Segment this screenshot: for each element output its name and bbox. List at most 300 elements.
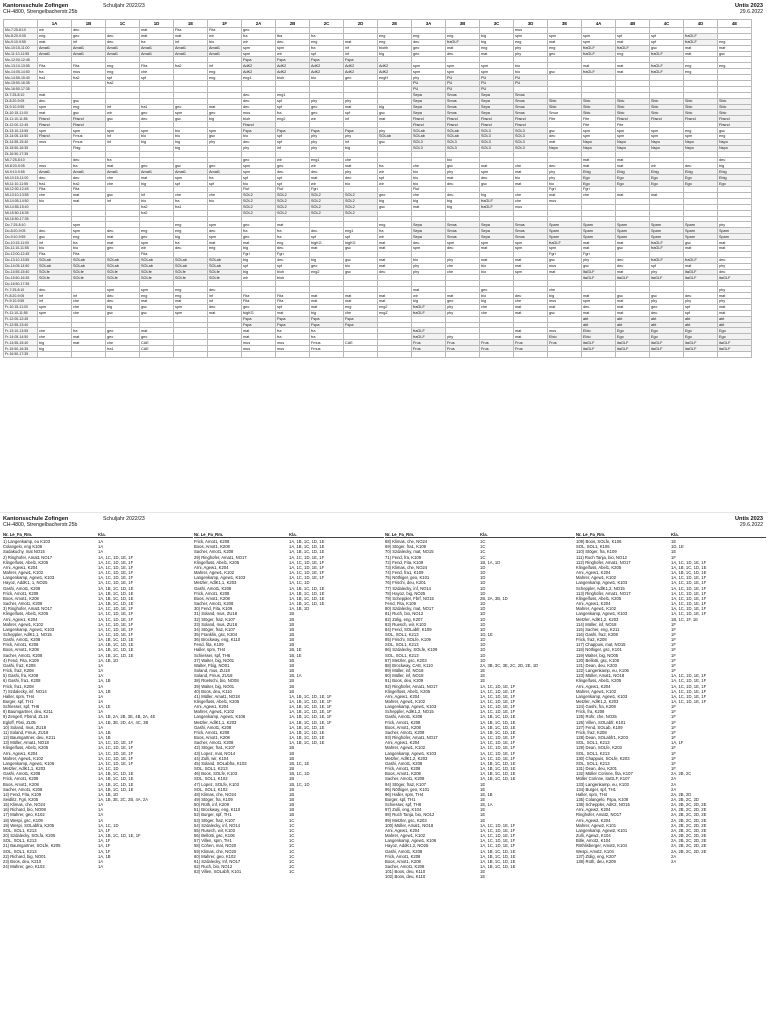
list-item-classes: 1A, 1F	[98, 843, 111, 849]
lesson-cell: Fbsnd	[38, 134, 72, 140]
list-item-classes: 1A, 1B, 1C, 1D, 1E	[480, 864, 516, 869]
lesson-cell: fra	[208, 175, 242, 181]
time-slot: Mo-9:10-9:55	[4, 39, 38, 45]
lesson-cell: deu	[548, 163, 582, 169]
lesson-cell: wir	[378, 169, 412, 175]
list-item-lesson: 45) Soland, SOLabfra, K103	[194, 760, 247, 766]
lesson-cell: deu	[208, 304, 242, 310]
lesson-cell: biohh	[378, 45, 412, 51]
list-item-classes: 1C	[480, 549, 486, 555]
class-header: 4D	[684, 20, 718, 28]
lesson-cell: SOLfe	[208, 275, 242, 281]
list-item-classes: 1D	[480, 647, 486, 653]
lesson-cell: SOL2	[310, 204, 344, 210]
lesson-cell: deu	[38, 175, 72, 181]
lesson-cell: bigKG	[242, 310, 276, 316]
lesson-cell: bio	[38, 245, 72, 251]
lesson-cell: spm	[72, 228, 106, 234]
lesson-cell: Sbic	[582, 104, 616, 110]
list-item-lesson: 118) Nöthiger, gsc, K101	[576, 647, 622, 653]
list-item-classes: 1A, 1B, 1C, 1D, 1E	[289, 549, 325, 555]
lesson-cell	[548, 351, 582, 357]
lesson-cell: fra1	[140, 104, 174, 110]
lesson-cell: mus	[514, 28, 548, 34]
lesson-cell: wir	[310, 163, 344, 169]
list-item-lesson: SOL, SOL1, K102	[194, 776, 228, 782]
time-slot: Di-11:10-11:55	[4, 116, 38, 122]
list-item-lesson: 60) Mahrer, geo, K102	[194, 853, 236, 859]
lesson-cell: geo	[140, 110, 174, 116]
list-item-lesson: Boos, Amot1, K208	[194, 544, 230, 550]
list-item-classes: 1F	[671, 755, 676, 761]
lesson-cell: mat	[582, 157, 616, 163]
lesson-cell: Amat1	[106, 45, 140, 51]
list-item-classes: 2A	[671, 786, 677, 792]
lesson-cell: Fspa	[276, 316, 310, 322]
lesson-cell: Fita	[242, 298, 276, 304]
list-item-classes: 1A, 1C, 1D, 1E, 1F	[98, 580, 134, 586]
lesson-cell: mat	[412, 204, 446, 210]
lesson-cell	[582, 351, 616, 357]
lesson-cell: Sbic	[684, 104, 718, 110]
lesson-cell: che	[208, 192, 242, 198]
lesson-cell: eng	[310, 39, 344, 45]
lesson-cell: Smus	[446, 104, 480, 110]
list-item-classes: 1A, 1F	[671, 740, 684, 746]
time-slot: Fr-11:10-11:55	[4, 310, 38, 316]
lesson-cell: mus	[276, 340, 310, 346]
lesson-cell: deu	[72, 28, 106, 34]
lesson-cell: itaGLF	[650, 340, 684, 346]
lesson-cell: che	[548, 287, 582, 293]
lesson-cell: SOLfe	[140, 275, 174, 281]
list-item-classes: 2A, 2B, 2C, 2D, 2E	[671, 843, 707, 849]
lesson-cell: mat	[208, 310, 242, 316]
lesson-cell: Ego	[718, 181, 752, 187]
lesson-cell: Sepa	[480, 98, 514, 104]
lesson-cell: phy	[684, 298, 718, 304]
time-slot: Mo-8:20-9:05	[4, 33, 38, 39]
list-item-classes: 1A, 1B, 1C, 1D, 1E	[480, 848, 516, 854]
lesson-cell: itaGLF	[718, 275, 752, 281]
lesson-cell: Ebig	[582, 169, 616, 175]
list-item-lesson: 75) Nöthiger, geo, K101	[385, 575, 430, 581]
list-item-classes: 1A, 1B, 1C, 1D, 1E	[480, 729, 516, 735]
list-item-classes: 1A, 1B, 1C, 1D, 1E, 1F	[98, 833, 141, 839]
lesson-cell: mat	[548, 139, 582, 145]
lesson-cell: geo	[378, 192, 412, 198]
lesson-cell: geo	[242, 304, 276, 310]
lesson-cell: phy	[412, 263, 446, 269]
lesson-cell: fra1	[174, 204, 208, 210]
list-item-lesson: Mahrer, Agew1, K102	[3, 570, 44, 576]
list-item-lesson: 38) Rüetschi, bio, NO08	[194, 678, 239, 684]
lesson-cell: spm	[174, 110, 208, 116]
list-item-classes: 1A, 1B, 1C, 1D, 1E	[289, 735, 325, 741]
list-item-lesson: Frick, Amot1, K208	[3, 590, 39, 596]
list-item-lesson: 109) Boos, SOLfe, K106	[576, 539, 622, 545]
lesson-cell: eng	[446, 33, 480, 39]
lesson-cell: deu	[38, 228, 72, 234]
time-slot: Mo-16:50-17:35	[4, 86, 38, 92]
list-item-lesson: 21) Baumgartner, SOLfe, K205	[3, 843, 61, 849]
lesson-cell: Amat1	[174, 45, 208, 51]
page-header-2	[3, 516, 765, 532]
time-slot: Fr-12:55-13:40	[4, 322, 38, 328]
time-slot: Do-13:10-13:55	[4, 257, 38, 263]
list-item-lesson: Burger, spf, TH1	[3, 699, 34, 704]
list-item-lesson: Scheppler, AdlK1,2, NO15	[576, 585, 625, 591]
lesson-cell: gsc	[378, 204, 412, 210]
list-item-lesson: 33) Soland, mus, ZU18	[194, 621, 238, 627]
list-item-lesson: Scheppler, AdlK1,2, NO15	[385, 709, 434, 715]
lesson-cell: geo	[480, 287, 514, 293]
time-slot: Di-14:05-14:50	[4, 134, 38, 140]
lesson-cell: mus	[38, 139, 72, 145]
list-item-lesson: 6) Gashi, fra1, K208	[3, 678, 41, 684]
lesson-cell: deu	[310, 169, 344, 175]
lesson-cell: Frus	[480, 340, 514, 346]
lesson-cell	[480, 351, 514, 357]
lesson-cell: eng	[378, 222, 412, 228]
lesson-cell: phy	[242, 145, 276, 151]
lesson-cell	[718, 351, 752, 357]
lesson-cell: mus	[242, 340, 276, 346]
list-item-lesson: 51) Brockway, eng, K110	[194, 807, 241, 813]
lesson-cell: bio	[480, 263, 514, 269]
lesson-cell: mus	[276, 346, 310, 352]
list-item-lesson: 78) Hayoz, big, NO25	[385, 590, 426, 596]
list-item-classes: 1D	[480, 611, 486, 617]
lesson-cell: phy	[446, 310, 480, 316]
list-item-classes: 1E	[671, 539, 677, 545]
lesson-cell: mat	[140, 33, 174, 39]
lesson-cell: deu	[208, 287, 242, 293]
lesson-cell: mat	[242, 334, 276, 340]
lesson-cell: SOL2	[310, 198, 344, 204]
lesson-cell: mat	[480, 163, 514, 169]
lesson-cell: mat	[446, 45, 480, 51]
lesson-cell: big	[310, 310, 344, 316]
lesson-cell: PU	[412, 81, 446, 87]
list-item-lesson: 136) Scheppler, AdK2, NO15	[576, 802, 630, 808]
list-item-lesson: 120) Bellotti, gsc, K106	[576, 657, 620, 663]
list-item-lesson: 79) Scheppler, Fbrf, NO15	[385, 595, 434, 601]
lesson-cell: mat	[208, 104, 242, 110]
lesson-cell	[208, 351, 242, 357]
list-item-classes: 2A	[671, 853, 677, 859]
list-item-classes: 1F	[671, 637, 676, 643]
list-item-lesson: 40) Boos, deu, K110	[194, 688, 232, 694]
lesson-cell: bio	[174, 134, 208, 140]
list-item-lesson: SOL, SOL1, K102	[194, 786, 228, 792]
lesson-cell: SOLfe	[106, 269, 140, 275]
list-item-classes: 1D	[480, 657, 486, 663]
list-item-classes: 1A, 1B, 1C, 1D, 1E	[98, 652, 134, 658]
lesson-cell: Nspo	[718, 139, 752, 145]
lesson-cell: phy	[310, 98, 344, 104]
lesson-cell: Frus	[446, 340, 480, 346]
lesson-cell: spm	[38, 128, 72, 134]
lesson-cell: phy	[548, 169, 582, 175]
list-item-classes: 1C	[289, 827, 295, 833]
time-slot: Mi-11:10-11:55	[4, 181, 38, 187]
lesson-cell: itaGLF	[718, 346, 752, 352]
list-item-lesson: 48) Klimas, che, NO24	[194, 791, 237, 797]
lesson-cell: Fbsnd	[38, 116, 72, 122]
lesson-cell: phy	[446, 257, 480, 263]
lesson-cell: Amat1	[174, 169, 208, 175]
list-item-classes: 2A, 2B, 2C, 2D, 2E	[671, 822, 707, 828]
lesson-cell: fraGLF	[650, 240, 684, 246]
lesson-cell: PU	[480, 86, 514, 92]
list-item-classes: 1B	[289, 616, 295, 622]
lesson-cell: AdK2	[276, 69, 310, 75]
list-item-lesson: Boos, Amot1, K208	[3, 595, 39, 601]
list-item-lesson: Mahrer, Agew1, K102	[576, 688, 617, 694]
lesson-cell: deu	[242, 139, 276, 145]
lesson-cell: fraGLF	[412, 328, 446, 334]
lesson-cell: inf	[208, 298, 242, 304]
lesson-cell: Amat1	[38, 51, 72, 57]
lesson-cell: Smus	[514, 234, 548, 240]
list-item-classes: 1A, 1B, 2A, 2B, 3E, 4B, 2A, 4E	[98, 714, 156, 720]
lesson-cell: che	[514, 192, 548, 198]
lesson-cell: spm	[242, 169, 276, 175]
list-item-lesson: Mahrer, Agew1, K102	[576, 606, 617, 612]
list-item-classes: 1A, 1B, 1C, 1D, 1E	[98, 585, 134, 591]
list-item-classes: 1C	[289, 869, 295, 875]
lesson-cell: eng	[378, 33, 412, 39]
lesson-cell: mat	[616, 240, 650, 246]
lesson-cell: SOL3	[480, 134, 514, 140]
time-slot: Di-12:00-12:45	[4, 122, 38, 128]
class-header: 3A	[412, 20, 446, 28]
lesson-cell: fraGLF	[650, 51, 684, 57]
lesson-cell: Nspo	[582, 145, 616, 151]
lesson-cell: SOLab	[446, 128, 480, 134]
lesson-cell: spm	[106, 128, 140, 134]
lesson-cell: mat	[582, 310, 616, 316]
list-item-lesson: Sacher, Amot1, K208	[194, 549, 234, 555]
lesson-cell: spm	[582, 128, 616, 134]
time-slot: Fr-13:10-13:55	[4, 328, 38, 334]
lesson-cell: Fbsnd	[650, 116, 684, 122]
list-item-classes: 1B	[289, 776, 295, 782]
lesson-cell: che	[514, 163, 548, 169]
lesson-cell: eng	[684, 128, 718, 134]
list-item-classes: 1A, 1B, 1C, 1D, 1E	[289, 585, 325, 591]
list-item-lesson: Metzler, AdlK1,1, K203	[194, 719, 237, 725]
lesson-cell: deu	[242, 92, 276, 98]
list-item-lesson: Langenkamp, Agew1, K103	[576, 580, 628, 586]
list-item-classes: 1B	[289, 662, 295, 668]
list-item-lesson: 23) Boos, deu, K210	[3, 858, 42, 864]
lesson-cell: Sbic	[650, 110, 684, 116]
lesson-cell: deu	[582, 304, 616, 310]
class-header: 2A	[242, 20, 276, 28]
list-item-classes: 1A, 1C, 1D, 1E, 1F	[98, 631, 134, 637]
lesson-cell: SOLab	[174, 257, 208, 263]
lesson-cell: Sepa	[480, 222, 514, 228]
lesson-cell: Fspa	[242, 322, 276, 328]
lesson-cell: spm	[446, 240, 480, 246]
lesson-cell: Ebio	[582, 328, 616, 334]
lesson-cell: gsc	[208, 134, 242, 140]
list-item-lesson: 20) Szdalecky, SOLfa, K205	[3, 833, 56, 839]
list-item-lesson: SOL, SOL1, K213	[576, 740, 610, 746]
list-item-lesson: Boos, Amot1, K208	[3, 647, 39, 653]
list-item-classes: 1A, 1B, 1C, 1D, 1E	[289, 544, 325, 550]
lesson-cell: bio	[548, 181, 582, 187]
lesson-cell: wir	[276, 157, 310, 163]
lesson-cell: mat	[616, 192, 650, 198]
list-item-classes: 1B	[289, 786, 295, 792]
time-slot: Mo-13:10-13:55	[4, 63, 38, 69]
lesson-cell: fraGLF	[650, 257, 684, 263]
lesson-cell	[242, 351, 276, 357]
list-item-classes: 2A, 2B, 2C, 2D, 2E	[671, 838, 707, 844]
lesson-cell	[684, 351, 718, 357]
list-item-lesson: 11) Soland, Fmus, ZU18	[3, 729, 49, 735]
lesson-cell	[514, 351, 548, 357]
time-slot: Do-15:50-16:35	[4, 275, 38, 281]
time-slot: Do-12:00-12:45	[4, 251, 38, 257]
list-item-lesson: Langenkamp, Agew1, K106	[194, 714, 246, 720]
lesson-cell: fraGLF	[582, 51, 616, 57]
lesson-cell: Nspo	[616, 145, 650, 151]
lesson-cell: spm	[276, 45, 310, 51]
list-item-lesson: 88) Brockway, CAE, K110	[385, 662, 433, 668]
list-item-classes: 1C	[480, 544, 486, 550]
list-item-classes: 1A, 1F	[98, 827, 111, 833]
list-item-classes: 2A	[671, 858, 677, 864]
lesson-cell: spm	[514, 269, 548, 275]
lesson-cell: SOL3	[412, 139, 446, 145]
lesson-cell: phy	[514, 45, 548, 51]
list-item-lesson: Gashi, Amot1, K208	[385, 714, 423, 720]
list-item-classes: 2A, 2B, 2C, 2D, 2E	[671, 817, 707, 823]
lesson-cell: eng	[208, 69, 242, 75]
document-title-2: Untis 2023	[735, 516, 763, 522]
list-item-lesson: 129) Dean, SOLfe, K203	[576, 745, 622, 751]
lesson-cell: che	[582, 192, 616, 198]
list-item-classes: 1A, 1E	[98, 704, 111, 710]
lesson-cell: mat	[582, 245, 616, 251]
lesson-cell: Smus	[446, 110, 480, 116]
lesson-cell: mat	[548, 304, 582, 310]
class-header: 4E	[718, 20, 752, 28]
class-header: 4B	[616, 20, 650, 28]
lesson-cell: Ebig	[718, 169, 752, 175]
lesson-cell: Fbsnd	[446, 122, 480, 128]
list-item-classes: 1B	[289, 688, 295, 694]
list-item-classes: 1F	[671, 714, 676, 720]
list-item-classes: 1A, 1B, 1C, 1D, 1E	[98, 786, 134, 792]
lesson-cell: SOLab	[72, 257, 106, 263]
lesson-cell: mat	[650, 192, 684, 198]
time-slot: Mo-14:55-15:40	[4, 75, 38, 81]
lesson-cell: SOL2	[242, 192, 276, 198]
time-slot: Mi-8:20-9:05	[4, 163, 38, 169]
list-item-lesson: Egloff, Fbsi, ZL05	[3, 719, 36, 725]
lesson-cell: AdK2	[242, 69, 276, 75]
lesson-cell: spf	[684, 304, 718, 310]
list-item-lesson: 49) Stöger, fra, K109	[194, 796, 233, 802]
list-item-classes: 1A, 1C, 1D, 1E, 1F	[480, 755, 516, 761]
lesson-cell: Fbsnd	[72, 122, 106, 128]
time-slot: Mi-16:50-17:35	[4, 216, 38, 222]
lesson-cell: Fbsnd	[718, 116, 752, 122]
time-slot: Fr-7:25-8:10	[4, 287, 38, 293]
lesson-cell: bioh	[276, 275, 310, 281]
list-item-classes: 1A, 1B, 1C, 1D, 1E	[289, 601, 325, 607]
time-slot: Mi-9:10-9:55	[4, 169, 38, 175]
list-item-lesson: 55) Rusech, wir, K103	[194, 827, 235, 833]
list-item-classes: 1A	[98, 539, 104, 545]
lesson-cell: Ego	[650, 181, 684, 187]
list-item-lesson: 99) Metzler, gsc, K203	[385, 817, 427, 823]
list-item-lesson: 124) Gashi, fra, K208	[576, 704, 616, 710]
lesson-cell: abt	[582, 322, 616, 328]
lesson-cell: Sbic	[718, 104, 752, 110]
lesson-cell: big	[38, 340, 72, 346]
list-item-lesson: 70) Szdalecky, mat, NO15	[385, 549, 434, 555]
list-item-lesson: Gashi, Amot1, K208	[3, 585, 41, 591]
lesson-cell: mat	[514, 169, 548, 175]
lesson-cell: geo	[242, 234, 276, 240]
lesson-cell: mus	[242, 110, 276, 116]
list-item-classes: 1B	[289, 802, 295, 808]
lesson-cell: spm	[514, 245, 548, 251]
list-item-classes: 1A, 1B, 1C, 1D, 1E, 1F	[289, 693, 332, 699]
list-item-lesson: Sacher, Amot1, K208	[3, 652, 43, 658]
list-item-classes: 1B	[289, 750, 295, 756]
lesson-cell: gsc	[106, 192, 140, 198]
list-item-lesson: 125) Rohr, che, NO25	[576, 714, 617, 720]
lesson-cell: eng	[174, 222, 208, 228]
lesson-cell: SOLab	[72, 263, 106, 269]
lesson-cell: spf	[276, 263, 310, 269]
lesson-cell: spm	[514, 33, 548, 39]
lesson-cell	[650, 351, 684, 357]
time-slot: Mi-10:15-11:00	[4, 175, 38, 181]
list-item-classes: 1B	[289, 755, 295, 761]
list-item-lesson: SOL, SOL1, K213	[3, 848, 37, 854]
lesson-cell: abt	[582, 316, 616, 322]
lesson-cell: itaGLF	[684, 275, 718, 281]
lesson-cell: big	[242, 269, 276, 275]
lesson-cell: Sepa	[412, 234, 446, 240]
lesson-cell: Ego	[650, 328, 684, 334]
list-item-lesson: 94) Stöger, fra2, K107	[385, 781, 426, 787]
lesson-cell: Fita	[276, 293, 310, 299]
lesson-cell: wir	[412, 293, 446, 299]
list-item-classes: 1B	[289, 637, 295, 643]
list-header-class: Kla.	[671, 532, 679, 537]
lesson-cell: phy	[650, 298, 684, 304]
list-item-classes: 1A, 1B, 1C, 1D, 1E	[289, 590, 325, 596]
lesson-cell: inf	[276, 145, 310, 151]
lesson-cell: Fbsnd	[480, 116, 514, 122]
lesson-cell: geo	[310, 110, 344, 116]
lesson-cell: abt	[650, 322, 684, 328]
lesson-cell: itaGLF	[616, 340, 650, 346]
lesson-cell: Fiuf	[276, 187, 310, 193]
lesson-cell: Sepa	[480, 110, 514, 116]
lesson-cell: fraGLF	[412, 310, 446, 316]
list-item-lesson: Walter, Fbig, NO01	[194, 662, 230, 668]
